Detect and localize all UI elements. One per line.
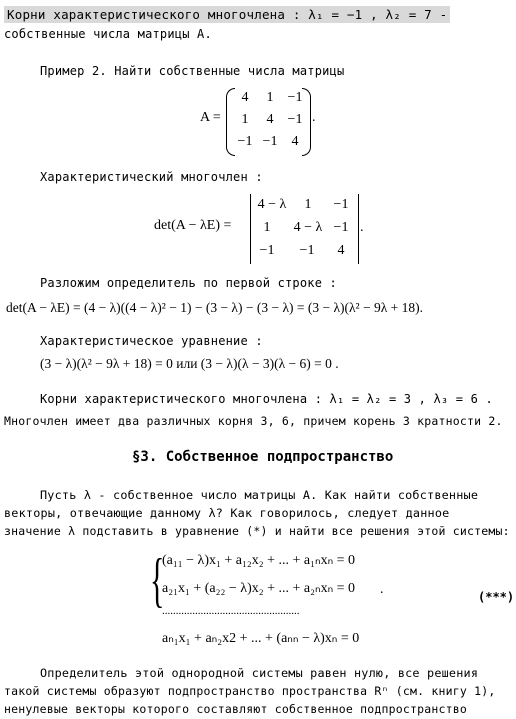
det-cell: 1: [304, 197, 312, 212]
system-row: (a₁₁ − λ)x₁ + a₁₂x₂ + ... + a₁ₙxₙ = 0: [162, 553, 356, 568]
matrix-cell: −1: [287, 112, 303, 127]
det-cell: 4: [337, 243, 345, 258]
char-eq-label: Характеристическое уравнение :: [40, 334, 263, 348]
matrix-cell: −1: [287, 90, 303, 105]
system-tag: (***): [478, 590, 515, 604]
system-row: aₙ₁x₁ + aₙ₂x2 + ... + (aₙₙ − λ)xₙ = 0: [162, 631, 360, 646]
para1-line: векторы, отвечающие данному λ? Как говорилось, следует данное: [4, 506, 450, 520]
char-poly-label: Характеристический многочлен :: [40, 170, 263, 184]
system-brace: {: [150, 547, 165, 613]
matrix-cell: 4: [291, 134, 299, 149]
matrix-cell: −1: [262, 134, 278, 149]
system-row: a₂₁x₁ + (a₂₂ − λ)x₂ + ... + a₂ₙxₙ = 0: [162, 581, 356, 596]
matrix-period: .: [312, 110, 316, 125]
matrix-cell: 1: [241, 112, 249, 127]
roots-line: Корни характеристического многочлена : λ₁ = λ₂ = 3 , λ₃ = 6 .: [40, 392, 493, 406]
det-left-bar: [250, 194, 251, 264]
para1-line: значение λ подставить в уравнение (*) и найти все решения этой системы:: [4, 524, 510, 538]
matrix-cell: 4: [266, 112, 274, 127]
expand-label: Разложим определитель по первой строке :: [40, 276, 337, 290]
system-period: .: [380, 582, 384, 597]
det-label: det(A − λE) =: [154, 218, 232, 233]
det-cell: −1: [259, 243, 275, 258]
det-cell: 4 − λ: [257, 197, 287, 212]
matrix-cell: 4: [241, 90, 249, 105]
matrix-cell: −1: [237, 134, 253, 149]
det-cell: −1: [333, 220, 349, 235]
para2-line: ненулевые векторы которого составляют собственное подпространство: [4, 702, 468, 716]
para1-line: Пусть λ - собственное число матрицы A. Как найти собственные: [40, 488, 479, 502]
example-title: Пример 2. Найти собственные числа матрицы: [40, 64, 345, 78]
system-row: ..................................................: [162, 605, 300, 617]
para2-line: такой системы образуют подпространство пространства Rⁿ (см. книгу 1),: [4, 684, 496, 698]
det-cell: −1: [299, 243, 315, 258]
eigen-caption-line: собственные числа матрицы A.: [4, 27, 212, 41]
para2-line: Определитель этой однородной системы равен нулю, все решения: [40, 666, 479, 680]
roots-header-line: Корни характеристического многочлена : λ₁ = −1 , λ₂ = 7 -: [4, 6, 450, 23]
det-cell: −1: [333, 197, 349, 212]
matrix-cell: 1: [266, 90, 274, 105]
det-period: .: [360, 220, 364, 235]
section-title: §3. Собственное подпространство: [132, 449, 394, 465]
det-cell: 4 − λ: [293, 220, 323, 235]
roots-line-2: Многочлен имеет два различных корня 3, 6, причем корень 3 кратности 2.: [4, 414, 503, 428]
det-cell: 1: [263, 220, 271, 235]
matrix-label: A =: [200, 110, 221, 125]
expand-equation: det(A − λE) = (4 − λ)((4 − λ)² − 1) − (3 − λ) − (3 − λ) = (3 − λ)(λ² − 9λ + 18).: [6, 300, 423, 315]
det-right-bar: [358, 194, 359, 264]
char-equation: (3 − λ)(λ² − 9λ + 18) = 0 или (3 − λ)(λ − 3)(λ − 6) = 0 .: [40, 356, 339, 371]
